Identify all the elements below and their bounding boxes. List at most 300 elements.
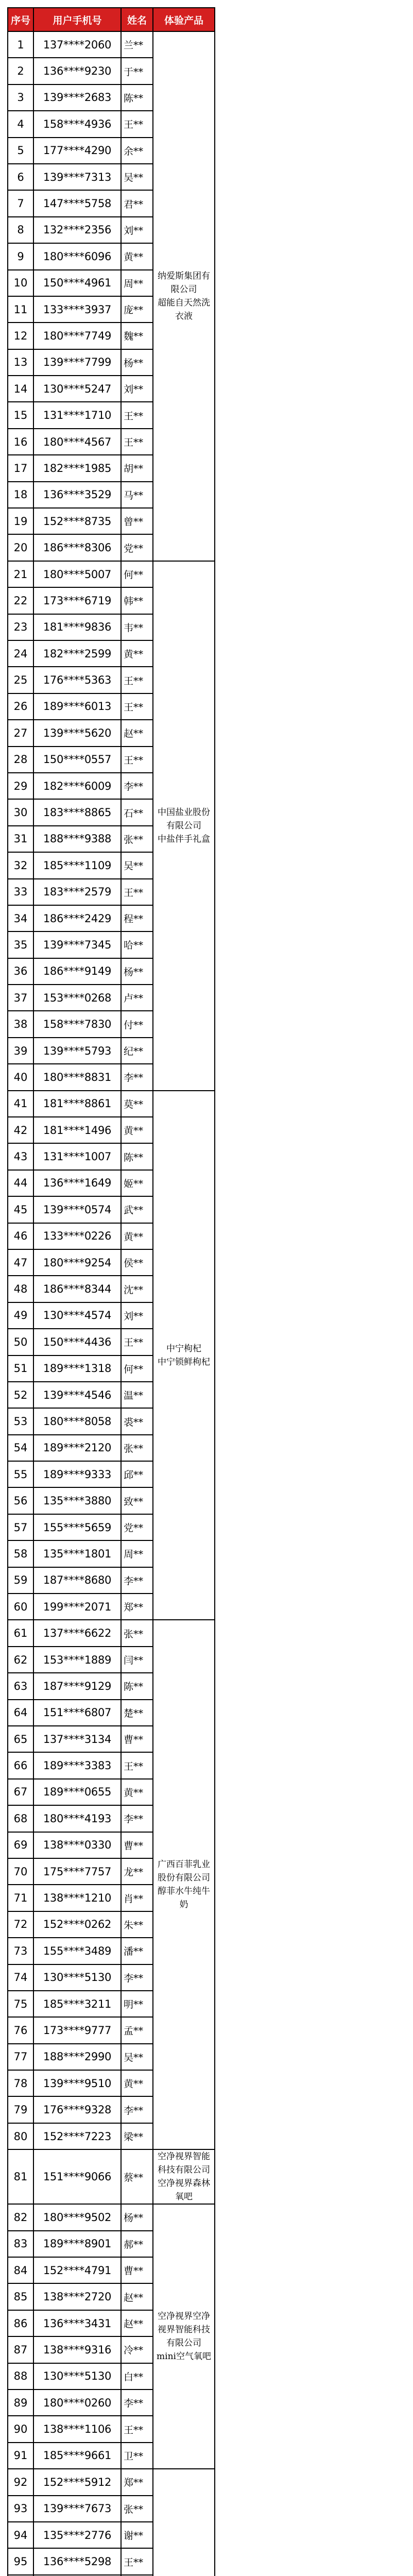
row-phone: 199****2071 — [33, 1594, 121, 1620]
row-phone: 150****4961 — [33, 270, 121, 296]
product-name: 中宁锁鲜枸杞 — [158, 1357, 210, 1367]
row-phone: 187****8680 — [33, 1567, 121, 1594]
row-number: 7 — [8, 190, 33, 216]
table-row — [8, 2469, 215, 2495]
header-no: 序号 — [8, 8, 33, 31]
row-name: 致** — [121, 1487, 153, 1514]
row-phone: 131****1710 — [33, 402, 121, 428]
header-name: 姓名 — [121, 8, 153, 31]
row-number: 55 — [8, 1461, 33, 1487]
row-name: 君** — [121, 190, 153, 216]
row-phone: 138****9316 — [33, 2336, 121, 2363]
row-phone: 136****9230 — [33, 58, 121, 84]
row-phone: 147****5758 — [33, 190, 121, 216]
row-name: 魏** — [121, 323, 153, 349]
row-number: 53 — [8, 1408, 33, 1434]
row-number: 75 — [8, 1991, 33, 2017]
row-name: 朱** — [121, 1911, 153, 1938]
row-number: 5 — [8, 138, 33, 164]
row-name: 楚** — [121, 1700, 153, 1726]
row-name: 王** — [121, 429, 153, 455]
row-number: 28 — [8, 747, 33, 773]
row-phone: 185****1109 — [33, 852, 121, 878]
row-phone: 186****9149 — [33, 958, 121, 985]
row-name: 纪** — [121, 1038, 153, 1064]
row-phone: 180****0260 — [33, 2389, 121, 2416]
row-phone: 181****9836 — [33, 614, 121, 640]
row-number: 73 — [8, 1938, 33, 1964]
row-number: 21 — [8, 561, 33, 587]
row-phone: 183****8865 — [33, 799, 121, 825]
header-product: 体验产品 — [153, 8, 215, 31]
row-number: 78 — [8, 2070, 33, 2096]
row-name: 孟** — [121, 2017, 153, 2043]
row-number: 69 — [8, 1832, 33, 1858]
row-name: 张** — [121, 826, 153, 852]
row-number: 32 — [8, 852, 33, 878]
row-name: 冷** — [121, 2336, 153, 2363]
row-number: 29 — [8, 773, 33, 799]
row-phone: 173****6719 — [33, 587, 121, 614]
row-phone: 136****3529 — [33, 482, 121, 508]
row-name: 李** — [121, 2096, 153, 2123]
row-name: 石** — [121, 799, 153, 825]
row-number: 67 — [8, 1779, 33, 1805]
row-number: 88 — [8, 2363, 33, 2389]
row-phone: 180****8058 — [33, 1408, 121, 1434]
row-name: 王** — [121, 1752, 153, 1778]
row-phone: 153****1889 — [33, 1647, 121, 1673]
row-name: 周** — [121, 270, 153, 296]
row-number: 47 — [8, 1249, 33, 1276]
row-phone: 138****2720 — [33, 2283, 121, 2310]
row-number: 11 — [8, 296, 33, 323]
row-number: 42 — [8, 1117, 33, 1143]
table-row — [8, 1620, 215, 1646]
row-number: 63 — [8, 1673, 33, 1699]
row-phone: 137****6622 — [33, 1620, 121, 1646]
row-name: 韩** — [121, 587, 153, 614]
row-phone: 180****7749 — [33, 323, 121, 349]
product-group-cell — [153, 1091, 215, 1620]
row-number: 44 — [8, 1170, 33, 1196]
row-number: 3 — [8, 84, 33, 111]
row-phone: 181****8861 — [33, 1091, 121, 1117]
row-phone: 151****9066 — [33, 2149, 121, 2204]
row-number: 58 — [8, 1540, 33, 1567]
row-number: 54 — [8, 1435, 33, 1461]
product-group-cell — [153, 2204, 215, 2469]
row-name: 黄** — [121, 2070, 153, 2096]
row-name: 陈** — [121, 1673, 153, 1699]
row-number: 74 — [8, 1964, 33, 1991]
row-phone: 138****1210 — [33, 1885, 121, 1911]
row-number: 19 — [8, 508, 33, 534]
row-name: 党** — [121, 534, 153, 561]
row-number: 90 — [8, 2416, 33, 2442]
row-phone: 133****3937 — [33, 296, 121, 323]
row-number: 70 — [8, 1858, 33, 1885]
row-number: 66 — [8, 1752, 33, 1778]
product-group-cell — [153, 2149, 215, 2204]
row-phone: 189****3383 — [33, 1752, 121, 1778]
product-group-cell — [153, 561, 215, 1091]
row-name: 黄** — [121, 640, 153, 667]
table-body — [8, 31, 215, 2576]
row-phone: 185****9661 — [33, 2443, 121, 2469]
row-name: 卫** — [121, 2443, 153, 2469]
row-number: 34 — [8, 905, 33, 931]
row-name: 马** — [121, 482, 153, 508]
product-group-cell — [153, 31, 215, 561]
product-name: 醇菲水牛纯牛奶 — [158, 1886, 210, 1910]
row-number: 85 — [8, 2283, 33, 2310]
row-phone: 135****2776 — [33, 2522, 121, 2548]
row-number: 59 — [8, 1567, 33, 1594]
company-name: 中国盐业股份有限公司 — [158, 807, 210, 831]
row-name: 曹** — [121, 1832, 153, 1858]
row-number: 60 — [8, 1594, 33, 1620]
row-number: 68 — [8, 1805, 33, 1832]
row-phone: 180****4193 — [33, 1805, 121, 1832]
product-name: 中盐伴手礼盒 — [158, 834, 210, 844]
product-name: mini空气氧吧 — [157, 2351, 211, 2362]
row-name: 龙** — [121, 1858, 153, 1885]
row-number: 37 — [8, 985, 33, 1011]
row-phone: 136****1649 — [33, 1170, 121, 1196]
row-phone: 139****7345 — [33, 931, 121, 958]
row-number: 76 — [8, 2017, 33, 2043]
row-phone: 180****9254 — [33, 1249, 121, 1276]
row-name: 王** — [121, 667, 153, 693]
row-phone: 131****1007 — [33, 1143, 121, 1170]
header-phone: 用户手机号 — [33, 8, 121, 31]
row-number: 8 — [8, 217, 33, 243]
row-number: 39 — [8, 1038, 33, 1064]
row-number: 4 — [8, 111, 33, 137]
row-number: 10 — [8, 270, 33, 296]
row-name: 李** — [121, 1567, 153, 1594]
row-name: 温** — [121, 1382, 153, 1408]
row-number: 1 — [8, 31, 33, 58]
table-row — [8, 2204, 215, 2230]
row-name: 党** — [121, 1514, 153, 1540]
row-phone: 176****5363 — [33, 667, 121, 693]
row-phone: 189****9333 — [33, 1461, 121, 1487]
row-name: 黄** — [121, 1223, 153, 1249]
product-group-cell — [153, 1620, 215, 2149]
row-number: 51 — [8, 1355, 33, 1382]
row-phone: 130****5130 — [33, 2363, 121, 2389]
row-number: 2 — [8, 58, 33, 84]
row-phone: 180****9502 — [33, 2204, 121, 2230]
row-phone: 189****8901 — [33, 2231, 121, 2257]
row-name: 谢** — [121, 2522, 153, 2548]
row-name: 赵** — [121, 720, 153, 746]
row-name: 吴** — [121, 2044, 153, 2070]
row-number: 38 — [8, 1011, 33, 1037]
row-number: 17 — [8, 455, 33, 481]
row-number: 86 — [8, 2310, 33, 2336]
row-name: 沈** — [121, 1276, 153, 1302]
row-name: 何** — [121, 561, 153, 587]
row-name: 闫** — [121, 1647, 153, 1673]
row-number: 30 — [8, 799, 33, 825]
row-number: 94 — [8, 2522, 33, 2548]
row-phone: 139****7799 — [33, 349, 121, 376]
row-phone: 130****4574 — [33, 1302, 121, 1329]
row-number: 6 — [8, 164, 33, 190]
row-number: 12 — [8, 323, 33, 349]
row-name: 黄** — [121, 1779, 153, 1805]
row-phone: 188****9388 — [33, 826, 121, 852]
row-name: 吴** — [121, 852, 153, 878]
row-number: 64 — [8, 1700, 33, 1726]
row-phone: 155****5659 — [33, 1514, 121, 1540]
row-name: 刘** — [121, 1302, 153, 1329]
row-phone: 182****6009 — [33, 773, 121, 799]
row-phone: 152****4791 — [33, 2257, 121, 2283]
row-name: 李** — [121, 773, 153, 799]
row-name: 曹** — [121, 1726, 153, 1752]
row-number: 89 — [8, 2389, 33, 2416]
row-phone: 139****2683 — [33, 84, 121, 111]
row-number: 9 — [8, 243, 33, 269]
row-name: 曹** — [121, 2257, 153, 2283]
row-name: 李** — [121, 2389, 153, 2416]
row-name: 杨** — [121, 349, 153, 376]
row-name: 张** — [121, 1620, 153, 1646]
row-name: 梁** — [121, 2123, 153, 2149]
row-number: 18 — [8, 482, 33, 508]
row-number: 13 — [8, 349, 33, 376]
table-row — [8, 1091, 215, 1117]
row-phone: 187****9129 — [33, 1673, 121, 1699]
row-name: 黄** — [121, 1117, 153, 1143]
row-phone: 151****6807 — [33, 1700, 121, 1726]
row-number: 56 — [8, 1487, 33, 1514]
row-number: 83 — [8, 2231, 33, 2257]
row-number: 84 — [8, 2257, 33, 2283]
row-number: 43 — [8, 1143, 33, 1170]
row-number: 80 — [8, 2123, 33, 2149]
row-phone: 188****2990 — [33, 2044, 121, 2070]
row-phone: 130****5130 — [33, 1964, 121, 1991]
row-name: 蔡** — [121, 2149, 153, 2204]
row-phone: 150****0557 — [33, 747, 121, 773]
row-number: 72 — [8, 1911, 33, 1938]
product-group-cell — [153, 2469, 215, 2576]
row-name: 明** — [121, 1991, 153, 2017]
row-phone: 182****2599 — [33, 640, 121, 667]
row-phone: 180****4567 — [33, 429, 121, 455]
row-phone: 139****5793 — [33, 1038, 121, 1064]
row-name: 何** — [121, 1355, 153, 1382]
row-number: 81 — [8, 2149, 33, 2204]
row-number: 36 — [8, 958, 33, 985]
row-name: 李** — [121, 1964, 153, 1991]
row-name: 杨** — [121, 958, 153, 985]
row-name: 武** — [121, 1196, 153, 1223]
row-name: 张** — [121, 1435, 153, 1461]
row-phone: 158****7830 — [33, 1011, 121, 1037]
company-name: 中宁枸杞 — [166, 1343, 201, 1354]
row-number: 52 — [8, 1382, 33, 1408]
row-number: 65 — [8, 1726, 33, 1752]
row-phone: 137****3134 — [33, 1726, 121, 1752]
row-number: 24 — [8, 640, 33, 667]
row-number: 22 — [8, 587, 33, 614]
row-number: 23 — [8, 614, 33, 640]
row-phone: 175****7757 — [33, 1858, 121, 1885]
row-number: 50 — [8, 1329, 33, 1355]
experience-product-table — [7, 7, 215, 2576]
company-name: 广西百菲乳业股份有限公司 — [158, 1859, 210, 1884]
row-phone: 182****1985 — [33, 455, 121, 481]
row-phone: 186****8306 — [33, 534, 121, 561]
row-name: 李** — [121, 1805, 153, 1832]
row-phone: 186****8344 — [33, 1276, 121, 1302]
row-phone: 177****4290 — [33, 138, 121, 164]
row-phone: 139****7313 — [33, 164, 121, 190]
row-phone: 130****5247 — [33, 376, 121, 402]
row-name: 王** — [121, 402, 153, 428]
row-phone: 135****1801 — [33, 1540, 121, 1567]
row-phone: 189****0655 — [33, 1779, 121, 1805]
row-number: 92 — [8, 2469, 33, 2495]
row-phone: 133****0226 — [33, 1223, 121, 1249]
row-number: 15 — [8, 402, 33, 428]
row-phone: 136****3431 — [33, 2310, 121, 2336]
row-name: 吴** — [121, 164, 153, 190]
row-phone: 180****5007 — [33, 561, 121, 587]
table-row — [8, 561, 215, 587]
row-phone: 152****8735 — [33, 508, 121, 534]
row-name: 陈** — [121, 84, 153, 111]
row-phone: 186****2429 — [33, 905, 121, 931]
row-phone: 139****4546 — [33, 1382, 121, 1408]
results-sheet — [7, 7, 214, 2576]
row-phone: 139****7673 — [33, 2496, 121, 2522]
row-name: 兰** — [121, 31, 153, 58]
row-phone: 135****3880 — [33, 1487, 121, 1514]
row-name: 程** — [121, 905, 153, 931]
row-name: 曾** — [121, 508, 153, 534]
row-phone: 189****2120 — [33, 1435, 121, 1461]
row-name: 付** — [121, 1011, 153, 1037]
row-phone: 152****5912 — [33, 2469, 121, 2495]
row-name: 于** — [121, 58, 153, 84]
row-phone: 189****1318 — [33, 1355, 121, 1382]
row-name: 侯** — [121, 1249, 153, 1276]
row-name: 胡** — [121, 455, 153, 481]
row-phone: 176****9328 — [33, 2096, 121, 2123]
table-header-row — [8, 8, 215, 31]
row-number: 41 — [8, 1091, 33, 1117]
row-name: 郑** — [121, 1594, 153, 1620]
row-number: 16 — [8, 429, 33, 455]
row-name: 陈** — [121, 1143, 153, 1170]
row-name: 黄** — [121, 243, 153, 269]
row-number: 71 — [8, 1885, 33, 1911]
row-phone: 173****9777 — [33, 2017, 121, 2043]
row-name: 白** — [121, 2363, 153, 2389]
row-number: 20 — [8, 534, 33, 561]
row-name: 王** — [121, 747, 153, 773]
row-name: 赵** — [121, 2283, 153, 2310]
row-number: 61 — [8, 1620, 33, 1646]
row-phone: 180****6096 — [33, 243, 121, 269]
row-number: 91 — [8, 2443, 33, 2469]
row-number: 46 — [8, 1223, 33, 1249]
row-phone: 155****3489 — [33, 1938, 121, 1964]
row-name: 韦** — [121, 614, 153, 640]
table-row — [8, 2149, 215, 2204]
row-name: 王** — [121, 879, 153, 905]
row-name: 姬** — [121, 1170, 153, 1196]
row-number: 27 — [8, 720, 33, 746]
table-row — [8, 31, 215, 58]
row-name: 王** — [121, 2548, 153, 2574]
row-phone: 180****8831 — [33, 1064, 121, 1090]
row-name: 莫** — [121, 1091, 153, 1117]
row-phone: 138****1106 — [33, 2416, 121, 2442]
row-phone: 185****3211 — [33, 1991, 121, 2017]
row-name: 肖** — [121, 1885, 153, 1911]
row-number: 45 — [8, 1196, 33, 1223]
row-number: 57 — [8, 1514, 33, 1540]
row-name: 郑** — [121, 2469, 153, 2495]
row-name: 潘** — [121, 1938, 153, 1964]
row-name: 周** — [121, 1540, 153, 1567]
row-number: 87 — [8, 2336, 33, 2363]
row-phone: 136****5298 — [33, 2548, 121, 2574]
row-number: 35 — [8, 931, 33, 958]
row-number: 77 — [8, 2044, 33, 2070]
row-phone: 137****2060 — [33, 31, 121, 58]
row-number: 49 — [8, 1302, 33, 1329]
row-phone: 139****9510 — [33, 2070, 121, 2096]
row-name: 王** — [121, 2416, 153, 2442]
row-number: 93 — [8, 2496, 33, 2522]
row-number: 82 — [8, 2204, 33, 2230]
row-number: 48 — [8, 1276, 33, 1302]
company-name: 纳爱斯集团有限公司 — [158, 270, 210, 295]
company-name: 空净视界空净视界智能科技有限公司 — [158, 2311, 210, 2349]
row-phone: 150****4436 — [33, 1329, 121, 1355]
row-phone: 139****0574 — [33, 1196, 121, 1223]
row-name: 刘** — [121, 217, 153, 243]
row-number: 40 — [8, 1064, 33, 1090]
row-number: 95 — [8, 2548, 33, 2574]
row-name: 裘** — [121, 1408, 153, 1434]
row-number: 31 — [8, 826, 33, 852]
row-phone: 132****2356 — [33, 217, 121, 243]
row-name: 郝** — [121, 2231, 153, 2257]
row-phone: 139****5620 — [33, 720, 121, 746]
row-phone: 138****0330 — [33, 1832, 121, 1858]
product-name: 空净视界森林氧吧 — [158, 2178, 210, 2202]
row-name: 赵** — [121, 2310, 153, 2336]
row-name: 杨** — [121, 2204, 153, 2230]
row-name: 卢** — [121, 985, 153, 1011]
row-name: 王** — [121, 1329, 153, 1355]
row-name: 哈** — [121, 931, 153, 958]
row-phone: 181****1496 — [33, 1117, 121, 1143]
row-phone: 158****4936 — [33, 111, 121, 137]
row-number: 79 — [8, 2096, 33, 2123]
row-phone: 189****6013 — [33, 693, 121, 720]
